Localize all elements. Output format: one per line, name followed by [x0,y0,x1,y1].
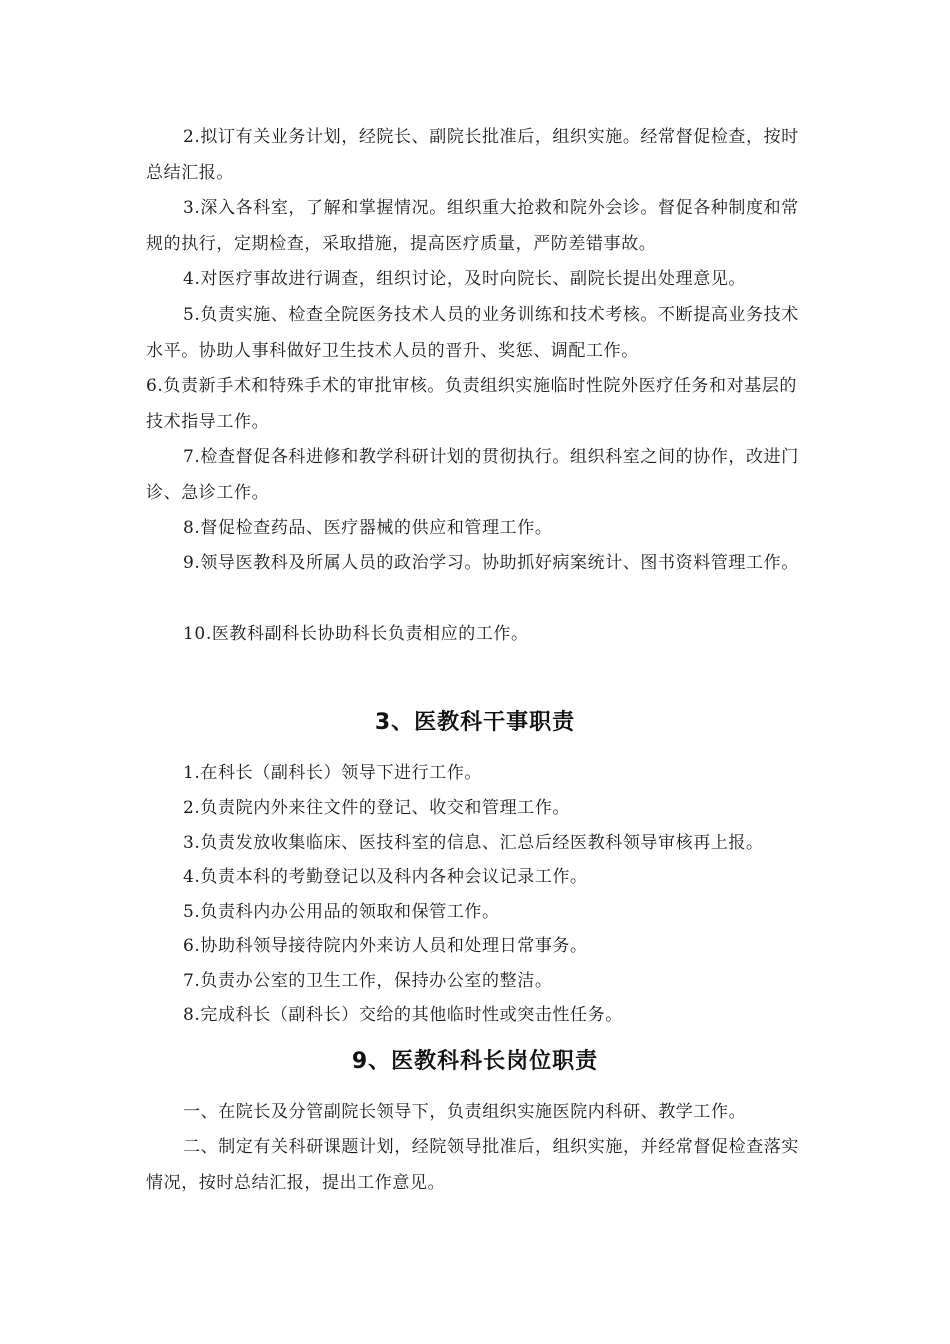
duty-item: 2.负责院内外来往文件的登记、收交和管理工作。 [183,798,571,818]
duty-item: 4.负责本科的考勤登记以及科内各种会议记录工作。 [183,867,588,887]
duty-item: 5.负责实施、检查全院医务技术人员的业务训练和技术考核。不断提高业务技术水平。协助人事科做好卫生技术人员的晋升、奖惩、调配工作。 [146,305,799,361]
duty-item: 5.负责科内办公用品的领取和保管工作。 [183,902,500,922]
section-title: 9、医教科科长岗位职责 [351,1049,599,1074]
duty-item: 1.在科长（副科长）领导下进行工作。 [183,763,483,783]
section-title: 3、医教科干事职责 [374,710,576,735]
duty-item: 3.负责发放收集临床、医技科室的信息、汇总后经医教科领导审核再上报。 [183,833,764,853]
duty-item: 二、制定有关科研课题计划，经院领导批准后，组织实施，并经常督促检查落实情况，按时总结汇报，提出工作意见。 [146,1137,799,1193]
duty-item: 2.拟订有关业务计划，经院长、副院长批准后，组织实施。经常督促检查，按时总结汇报。 [146,127,799,183]
duty-item: 4.对医疗事故进行调查，组织讨论，及时向院长、副院长提出处理意见。 [183,269,747,289]
duty-item: 6.协助科领导接待院内外来访人员和处理日常事务。 [183,936,588,956]
duty-item: 8.督促检查药品、医疗器械的供应和管理工作。 [183,518,553,538]
duty-item: 6.负责新手术和特殊手术的审批审核。负责组织实施临时性院外医疗任务和对基层的技术指导工作。 [146,376,798,432]
duty-item: 8.完成科长（副科长）交给的其他临时性或突击性任务。 [183,1005,623,1025]
duty-item: 一、在院长及分管副院长领导下，负责组织实施医院内科研、教学工作。 [183,1102,747,1122]
duty-item: 10.医教科副科长协助科长负责相应的工作。 [183,624,529,644]
duty-item: 7.检查督促各科进修和教学科研计划的贯彻执行。组织科室之间的协作，改进门诊、急诊工作。 [146,447,799,503]
duty-item: 7.负责办公室的卫生工作，保持办公室的整洁。 [183,971,553,991]
duty-item: 9.领导医教科及所属人员的政治学习。协助抓好病案统计、图书资料管理工作。 [183,553,799,573]
duty-item: 3.深入各科室，了解和掌握情况。组织重大抢救和院外会诊。督促各种制度和常规的执行，定期检查，采取措施，提高医疗质量，严防差错事故。 [146,198,799,254]
